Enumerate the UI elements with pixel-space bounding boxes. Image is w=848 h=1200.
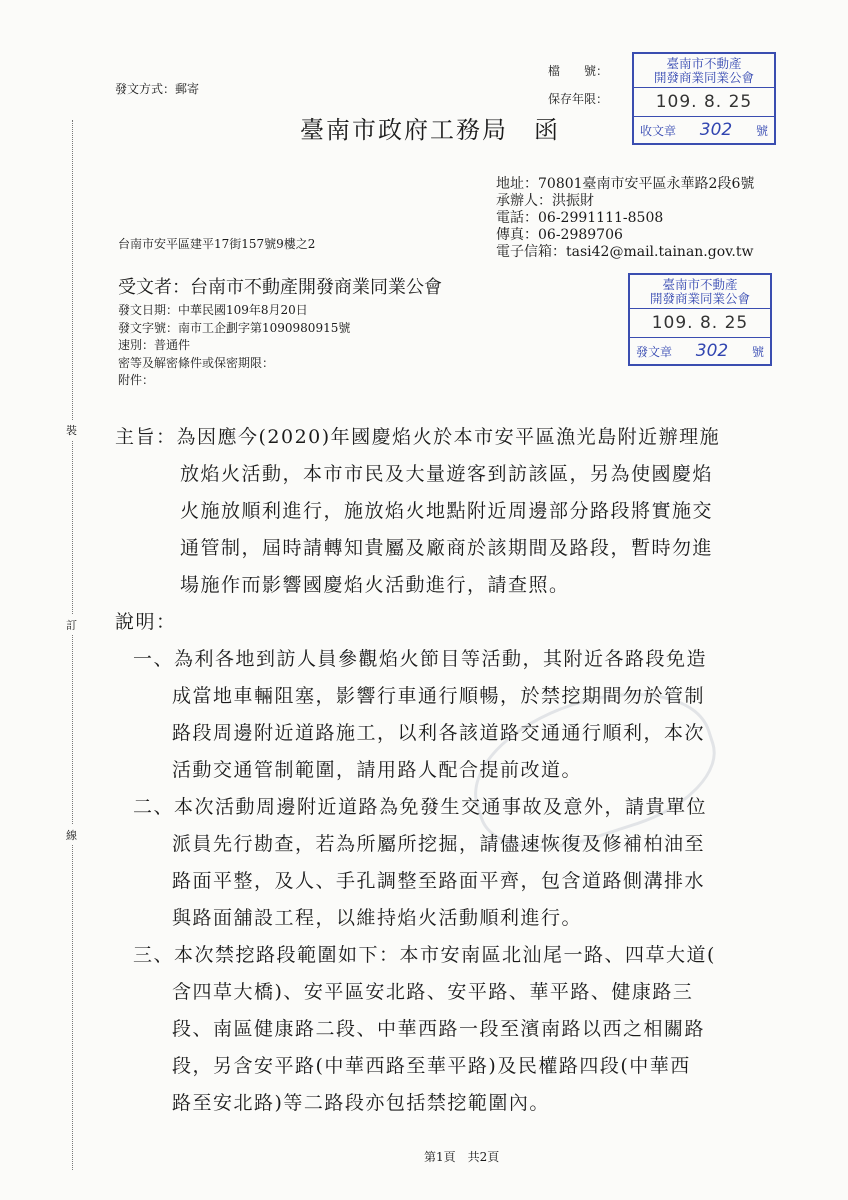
stamp-label: 發文章	[636, 344, 673, 359]
sender-contact: 承辦人：洪振財	[496, 193, 594, 209]
issue-date: 發文日期：中華民國109年8月20日	[118, 303, 308, 317]
stamp-number: 302	[699, 120, 733, 140]
stamp-suffix: 號	[751, 344, 764, 359]
item-1-line-3: 路段周邊附近道路施工，以利各該道路交通通行順利，本次	[172, 722, 706, 744]
item-3-line-5: 路至安北路)等二路段亦包括禁挖範圍內。	[172, 1092, 550, 1114]
item-3-line-3: 段、南區健康路二段、中華西路一段至濱南路以西之相關路	[172, 1018, 706, 1040]
retention-label: 保存年限：	[548, 92, 609, 106]
page-footer: 第1頁 共2頁	[424, 1150, 500, 1164]
subject-line-3: 火施放順利進行，施放焰火地點附近周邊部分路段將實施交	[180, 500, 714, 522]
item-3-line-1: 三、本次禁挖路段範圍如下：本市安南區北汕尾一路、四草大道(	[133, 944, 716, 966]
item-1-line-1: 一、為利各地到訪人員參觀焰火節目等活動，其附近各路段免造	[133, 648, 708, 670]
attachments: 附件：	[118, 373, 155, 387]
item-2-line-4: 與路面舖設工程，以維持焰火活動順利進行。	[172, 907, 583, 929]
document-meta	[118, 302, 350, 390]
subject-line-1: 主旨：為因應今(2020)年國慶焰火於本市安平區漁光島附近辦理施	[115, 426, 721, 448]
stamp-org-line1: 臺南市不動產	[662, 277, 738, 292]
stamp-number: 302	[695, 341, 729, 361]
stamp-label: 收文章	[640, 123, 677, 138]
file-no-label: 檔 號：	[548, 64, 609, 78]
item-2-line-1: 二、本次活動周邊附近道路為免發生交通事故及意外，請貴單位	[133, 796, 708, 818]
speed-class: 速別：普通件	[118, 338, 191, 352]
stamp-date: 109. 8. 25	[630, 308, 770, 338]
delivery-method: 發文方式：郵寄	[115, 82, 200, 96]
received-stamp	[632, 52, 776, 145]
binding-mark-2: 訂	[66, 615, 77, 635]
stamp-org-line1: 臺南市不動產	[666, 56, 742, 71]
subject-line-4: 通管制，屆時請轉知貴屬及廠商於該期間及路段，暫時勿進	[180, 537, 714, 559]
stamp-suffix: 號	[755, 123, 768, 138]
sender-fax: 傳真：06-2989706	[496, 227, 623, 243]
item-1-line-2: 成當地車輛阻塞，影響行車通行順暢，於禁挖期間勿於管制	[172, 685, 706, 707]
sender-email: 電子信箱：tasi42@mail.tainan.gov.tw	[496, 244, 754, 260]
secrecy-level: 密等及解密條件或保密期限：	[118, 355, 275, 370]
item-2-line-3: 路面平整，及人、手孔調整至路面平齊，包含道路側溝排水	[172, 870, 706, 892]
binding-line	[72, 120, 73, 1170]
stamp-date: 109. 8. 25	[634, 87, 774, 117]
document-number: 發文字號：南市工企劃字第1090980915號	[118, 320, 351, 335]
sender-info	[496, 176, 754, 261]
sender-phone: 電話：06-2991111-8508	[496, 210, 664, 226]
item-2-line-2: 派員先行勘查，若為所屬所挖掘，請儘速恢復及修補柏油至	[172, 833, 706, 855]
item-1-line-4: 活動交通管制範圍，請用路人配合提前改道。	[172, 759, 583, 781]
binding-mark-3: 線	[66, 825, 77, 845]
item-3-line-4: 段，另含安平路(中華西路至華平路)及民權路四段(中華西	[172, 1055, 691, 1077]
recipient-address: 台南市安平區建平17街157號9樓之2	[118, 237, 316, 251]
document-title: 臺南市政府工務局 函	[300, 116, 560, 144]
subject-line-2: 放焰火活動，本市市民及大量遊客到訪該區，另為使國慶焰	[180, 463, 714, 485]
binding-mark-1: 裝	[66, 420, 77, 440]
recipient: 受文者：台南市不動產開發商業同業公會	[118, 277, 442, 298]
explanation-label: 說明：	[115, 611, 177, 633]
stamp-org-line2: 開發商業同業公會	[649, 291, 750, 306]
sender-address: 地址：70801臺南市安平區永華路2段6號	[496, 176, 755, 192]
item-3-line-2: 含四草大橋)、安平區安北路、安平路、華平路、健康路三	[172, 981, 694, 1003]
stamp-org-line2: 開發商業同業公會	[653, 70, 754, 85]
issued-stamp	[628, 273, 772, 366]
subject-line-5: 場施作而影響國慶焰火活動進行，請查照。	[180, 574, 570, 596]
